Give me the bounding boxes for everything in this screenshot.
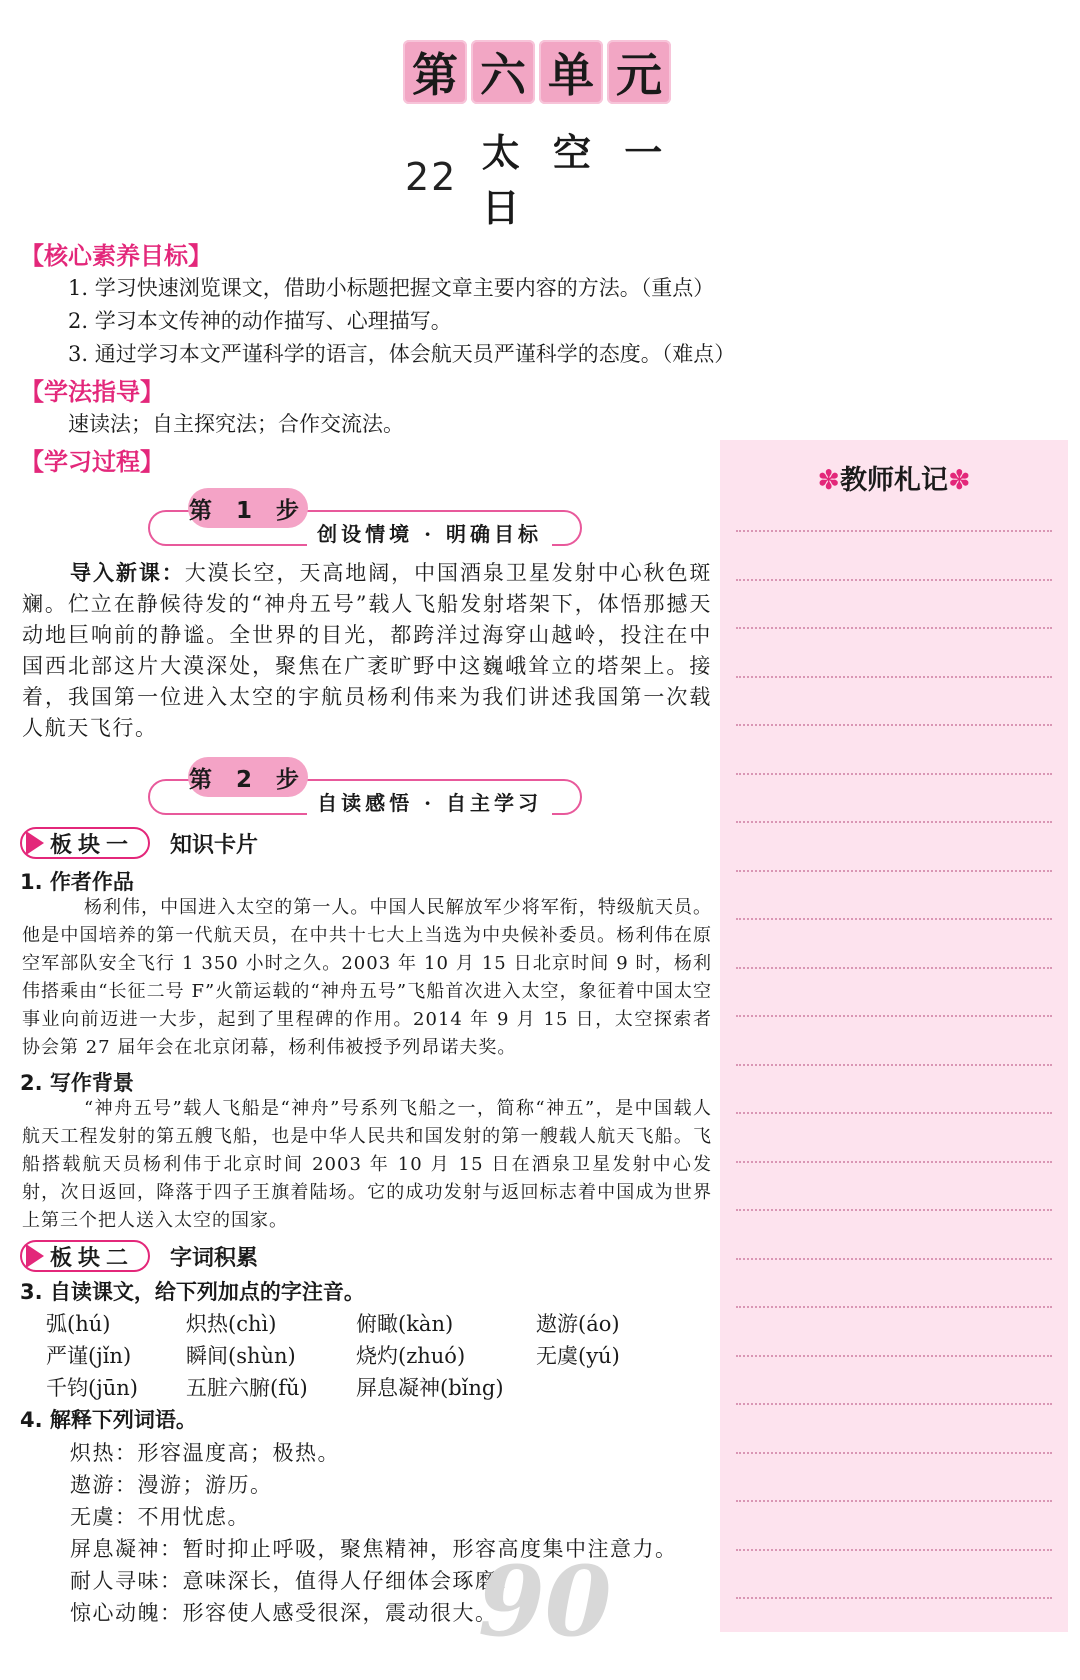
intro-text: 大漠长空，天高地阔，中国酒泉卫星发射中心秋色斑斓。伫立在静候待发的“神舟五号”载人飞船发射塔架下，体悟那撼天动地巨响前的静谧。全世界的目光，都跨洋过海穿山越岭，投注在中国西北部这片大漠深处，聚焦在广袤旷野中这巍峨耸立的塔架上。接着，我国第一位进入太空的宇航员杨利伟来为我们讲述我国第一次载人航天飞行。 — [22, 561, 712, 740]
step-tag: 第 2 步 — [188, 757, 308, 797]
note-line — [736, 579, 1052, 581]
intro-paragraph — [22, 558, 712, 744]
play-icon — [26, 831, 44, 855]
pinyin-row — [46, 1308, 620, 1338]
pinyin-row — [46, 1340, 620, 1370]
flower-icon: ✽ — [948, 465, 971, 496]
note-line — [736, 1452, 1052, 1454]
unit-banner — [403, 40, 671, 104]
note-line — [736, 1355, 1052, 1357]
process-heading: 【学习过程】 — [20, 448, 164, 476]
block-tag — [20, 1240, 150, 1272]
method-text: 速读法；自主探究法；合作交流法。 — [68, 412, 404, 436]
teacher-notes-panel — [720, 440, 1068, 1632]
pinyin-item: 烧灼(zhuó) — [356, 1344, 466, 1368]
unit-char: 六 — [471, 40, 535, 104]
note-line — [736, 676, 1052, 678]
question-heading: 2. 写作背景 — [20, 1071, 134, 1095]
unit-char: 元 — [607, 40, 671, 104]
block-title: 知识卡片 — [170, 832, 259, 858]
note-line — [736, 530, 1052, 532]
core-goal-item: 3. 通过学习本文严谨科学的语言，体会航天员严谨科学的态度。（难点） — [68, 342, 736, 366]
block-2-label — [20, 1239, 258, 1273]
step-tag: 第 1 步 — [188, 488, 308, 528]
note-line — [736, 1549, 1052, 1551]
intro-lead: 导入新课： — [70, 561, 185, 585]
pinyin-row — [46, 1372, 536, 1402]
block-1-label — [20, 826, 258, 860]
note-line — [736, 821, 1052, 823]
pinyin-item: 炽热(chì) — [186, 1312, 277, 1336]
definition-item: 屏息凝神：暂时抑止呼吸，聚焦精神，形容高度集中注意力。 — [70, 1537, 678, 1561]
note-line — [736, 1015, 1052, 1017]
pinyin-item: 弧(hú) — [46, 1312, 111, 1336]
step-subtitle: 创设情境 · 明确目标 — [307, 518, 552, 547]
method-heading: 【学法指导】 — [20, 378, 164, 406]
core-goal-item: 1. 学习快速浏览课文，借助小标题把握文章主要内容的方法。（重点） — [68, 276, 715, 300]
note-line — [736, 724, 1052, 726]
unit-char: 第 — [403, 40, 467, 104]
play-icon — [26, 1244, 44, 1268]
background-paragraph: “神舟五号”载人飞船是“神舟”号系列飞船之一，简称“神五”，是中国载人航天工程发射的第五艘飞船，也是中华人民共和国发射的第一艘载人航天飞船。飞船搭载航天员杨利伟于北京时间 2003 年 10 月 15 日在酒泉卫星发射中心发射，次日返回，降落于四子王旗着陆场。它的成功发射与返回标志着中国成为世界上第三个把人送入太空的国家。 — [22, 1098, 712, 1231]
author-paragraph: 杨利伟，中国进入太空的第一人。中国人民解放军少将军衔，特级航天员。他是中国培养的第一代航天员，在中共十七大上当选为中央候补委员。杨利伟在原空军部队安全飞行 1 350 小时之久。2003 年 10 月 15 日北京时间 9 时，杨利伟搭乘由“长征二号 F”火箭运载的“神舟五号”飞船首次进入太空，象征着中国太空事业向前迈进一大步，起到了里程碑的作用。2014 年 9 月 15 日，太空探索者协会第 27 届年会在北京闭幕，杨利伟被授予列昂诺夫奖。 — [22, 897, 712, 1058]
pinyin-item: 无虞(yú) — [536, 1344, 620, 1368]
note-line — [736, 1209, 1052, 1211]
note-line — [736, 1161, 1052, 1163]
note-line — [736, 918, 1052, 920]
question-heading: 1. 作者作品 — [20, 870, 134, 894]
lesson-title — [405, 131, 705, 230]
note-line — [736, 627, 1052, 629]
core-goal-item: 2. 学习本文传神的动作描写、心理描写。 — [68, 309, 452, 333]
lesson-name: 太 空 一 日 — [481, 131, 673, 230]
page-number: 90 — [478, 1545, 612, 1658]
definition-item: 无虞：不用忧虑。 — [70, 1505, 250, 1529]
definition-item: 遨游：漫游；游历。 — [70, 1473, 273, 1497]
note-line — [736, 1597, 1052, 1599]
core-goals-heading: 【核心素养目标】 — [20, 242, 212, 270]
question-heading: 4. 解释下列词语。 — [20, 1408, 197, 1432]
lesson-number: 22 — [405, 155, 458, 199]
teacher-notes-label: 教师札记 — [840, 465, 948, 496]
pinyin-item: 遨游(áo) — [536, 1312, 620, 1336]
pinyin-item: 千钧(jūn) — [46, 1376, 138, 1400]
pinyin-item: 屏息凝神(bǐng) — [356, 1376, 504, 1400]
note-line — [736, 1112, 1052, 1114]
definition-item: 耐人寻味：意味深长，值得人仔细体会琢磨。 — [70, 1569, 520, 1593]
block-tag — [20, 827, 150, 859]
step-1-banner — [148, 488, 582, 556]
unit-char: 单 — [539, 40, 603, 104]
pinyin-item: 俯瞰(kàn) — [356, 1312, 454, 1336]
note-line — [736, 870, 1052, 872]
pinyin-item: 严谨(jǐn) — [46, 1344, 132, 1368]
step-subtitle: 自读感悟 · 自主学习 — [307, 787, 552, 816]
note-line — [736, 1500, 1052, 1502]
block-title: 字词积累 — [170, 1245, 259, 1271]
flower-icon: ✽ — [817, 465, 840, 496]
step-2-banner — [148, 757, 582, 825]
block-tag-text: 板块一 — [50, 832, 135, 858]
definition-item: 炽热：形容温度高；极热。 — [70, 1441, 340, 1465]
note-line — [736, 773, 1052, 775]
teacher-notes-title — [720, 458, 1068, 497]
note-line — [736, 967, 1052, 969]
note-line — [736, 1403, 1052, 1405]
definition-item: 惊心动魄：形容使人感受很深，震动很大。 — [70, 1601, 498, 1625]
pinyin-item: 五脏六腑(fǔ) — [186, 1376, 308, 1400]
block-tag-text: 板块二 — [50, 1245, 135, 1271]
note-line — [736, 1306, 1052, 1308]
note-line — [736, 1258, 1052, 1260]
pinyin-item: 瞬间(shùn) — [186, 1344, 296, 1368]
note-line — [736, 1064, 1052, 1066]
question-heading: 3. 自读课文，给下列加点的字注音。 — [20, 1280, 365, 1304]
